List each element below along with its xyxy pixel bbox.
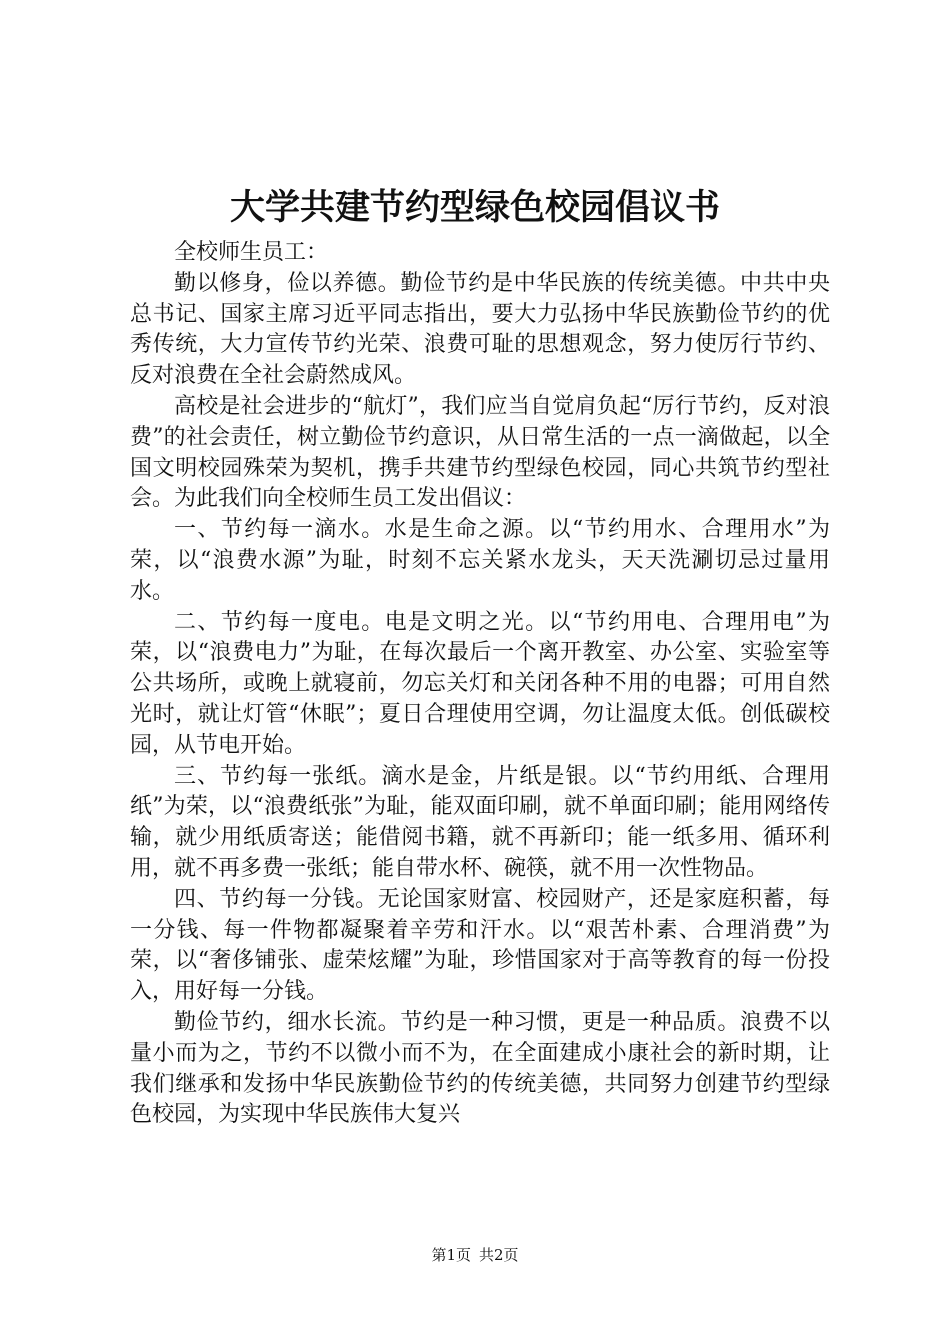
paragraph-6: 四、节约每一分钱。无论国家财富、校园财产，还是家庭积蓄，每一分钱、每一件物都凝聚着辛劳和汗水。以“艰苦朴素、合理消费”为荣，以“奢侈铺张、虚荣炫耀”为耻，珍惜国家对于高等教育的每一份投入，用好每一分钱。 [130, 886, 830, 1005]
page-number-current: 第1页 [431, 1246, 471, 1264]
paragraph-2: 高校是社会进步的“航灯”，我们应当自觉肩负起“厉行节约，反对浪费”的社会责任，树立勤俭节约意识，从日常生活的一点一滴做起，以全国文明校园殊荣为契机，携手共建节约型绿色校园，同心共筑节约型社会。为此我们向全校师生员工发出倡议： [130, 393, 830, 512]
page-footer [0, 1245, 950, 1265]
paragraph-1: 勤以修身，俭以养德。勤俭节约是中华民族的传统美德。中共中央总书记、国家主席习近平同志指出，要大力弘扬中华民族勤俭节约的优秀传统，大力宣传节约光荣、浪费可耻的思想观念，努力使厉行节约、反对浪费在全社会蔚然成风。 [130, 270, 830, 389]
paragraph-4: 二、节约每一度电。电是文明之光。以“节约用电、合理用电”为荣，以“浪费电力”为耻，在每次最后一个离开教室、办公室、实验室等公共场所，或晚上就寝前，勿忘关灯和关闭各种不用的电器；可用自然光时，就让灯管“休眠”；夏日合理使用空调，勿让温度太低。创低碳校园，从节电开始。 [130, 609, 830, 758]
page-number-total: 共2页 [479, 1246, 519, 1264]
document-title: 大学共建节约型绿色校园倡议书 [229, 187, 720, 228]
document-body [130, 238, 830, 1131]
paragraph-3: 一、节约每一滴水。水是生命之源。以“节约用水、合理用水”为荣，以“浪费水源”为耻，时刻不忘关紧水龙头，天天洗涮切忌过量用水。 [130, 517, 830, 604]
paragraph-5: 三、节约每一张纸。滴水是金，片纸是银。以“节约用纸、合理用纸”为荣，以“浪费纸张”为耻，能双面印刷，就不单面印刷；能用网络传输，就少用纸质寄送；能借阅书籍，就不再新印；能一纸多用、循环利用，就不再多费一张纸；能自带水杯、碗筷，就不用一次性物品。 [130, 763, 830, 881]
salutation: 全校师生员工： [174, 240, 329, 265]
paragraph-7: 勤俭节约，细水长流。节约是一种习惯，更是一种品质。浪费不以量小而为之，节约不以微小而不为，在全面建成小康社会的新时期，让我们继承和发扬中华民族勤俭节约的传统美德，共同努力创建节约型绿色校园，为实现中华民族伟大复兴 [130, 1009, 830, 1128]
